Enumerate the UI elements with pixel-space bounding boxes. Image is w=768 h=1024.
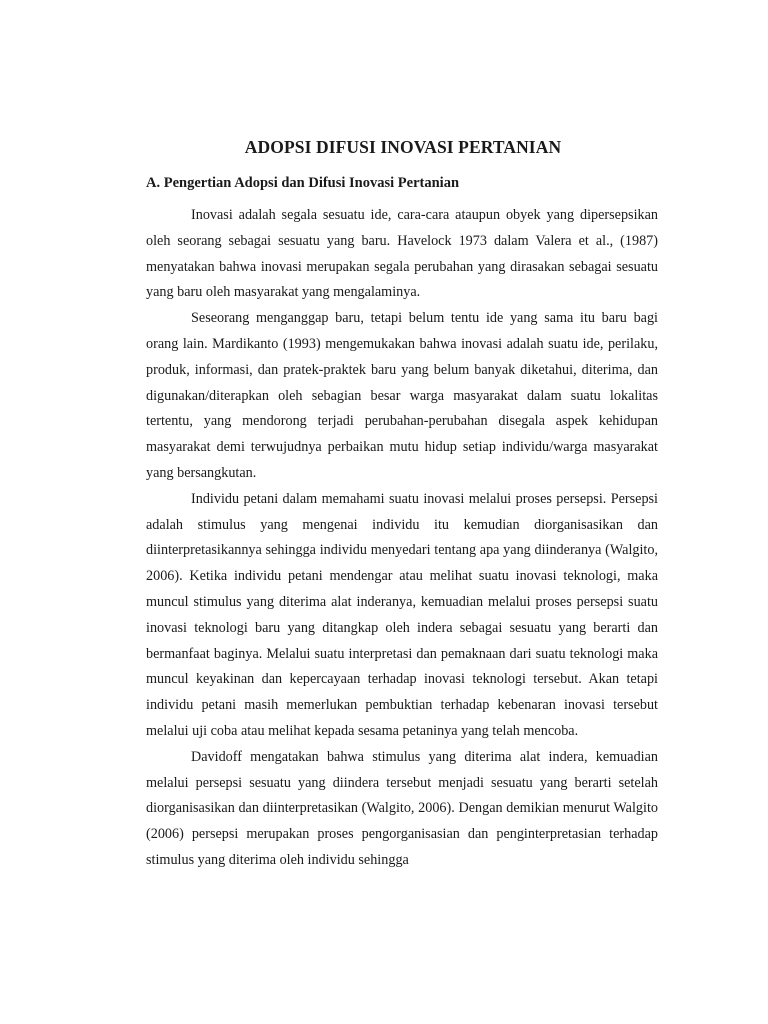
paragraph-2: Seseorang menganggap baru, tetapi belum tentu ide yang sama itu baru bagi orang lain. Mardikanto (1993) mengemukakan bahwa inovasi adalah suatu ide, perilaku, produk, informasi, dan pratek-praktek baru yang belum banyak diketahui, diterima, dan digunakan/diterapkan oleh sebagian besar warga masyarakat dalam suatu lokalitas tertentu, yang mendorong terjadi perubahan-perubahan disegala aspek kehidupan masyarakat demi terwujudnya perbaikan mutu hidup setiap individu/warga masyarakat yang bersangkutan. bbox=[146, 310, 658, 481]
paragraph-1: Inovasi adalah segala sesuatu ide, cara-cara ataupun obyek yang dipersepsikan oleh seorang sebagai sesuatu yang baru. Havelock 1973 dalam Valera et al., (1987) menyatakan bahwa inovasi merupakan segala perubahan yang dirasakan sebagai sesuatu yang baru oleh masyarakat yang mengalaminya. bbox=[146, 207, 658, 301]
document-title: ADOPSI DIFUSI INOVASI PERTANIAN bbox=[244, 137, 562, 157]
section-heading: A. Pengertian Adopsi dan Difusi Inovasi Pertanian bbox=[146, 175, 460, 191]
paragraph-4: Davidoff mengatakan bahwa stimulus yang diterima alat indera, kemuadian melalui persepsi sesuatu yang diindera tersebut menjadi sesuatu yang berarti setelah diorganisasikan dan diinterpretasikan (Walgito, 2006). Dengan demikian menurut Walgito (2006) persepsi merupakan proses pengorganisasian dan penginterpretasian terhadap stimulus yang diterima oleh individu sehingga bbox=[146, 748, 658, 868]
body-text bbox=[146, 203, 658, 874]
paragraph-3: Individu petani dalam memahami suatu inovasi melalui proses persepsi. Persepsi adalah stimulus yang mengenai individu itu kemudian diorganisasikan dan diinterpretasikannya sehingga individu menyedari tentang apa yang diinderanya (Walgito, 2006). Ketika individu petani mendengar atau melihat suatu inovasi teknologi, maka muncul stimulus yang diterima alat inderanya, kemuadian melalui proses persepsi suatu inovasi teknologi baru yang ditangkap oleh indera sebagai sesuatu yang berarti dan bermanfaat baginya. Melalui suatu interpretasi dan pemaknaan dari suatu teknologi maka muncul keyakinan dan kepercayaan terhadap inovasi teknologi tersebut. Akan tetapi individu petani masih memerlukan pembuktian terhadap kebenaran inovasi tersebut melalui uji coba atau melihat kepada sesama petaninya yang telah mencoba. bbox=[146, 490, 658, 739]
